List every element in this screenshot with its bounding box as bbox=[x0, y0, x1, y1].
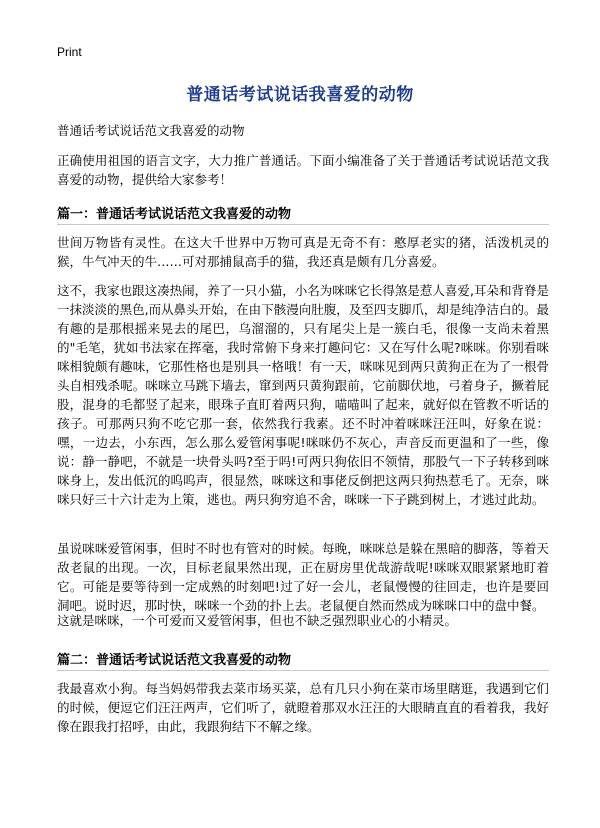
article-subtitle: 普通话考试说话范文我喜爱的动物 bbox=[57, 123, 245, 138]
print-link[interactable]: Print bbox=[57, 45, 82, 59]
page-title: 普通话考试说话我喜爱的动物 bbox=[186, 85, 414, 105]
section-heading-1: 篇一：普通话考试说话范文我喜爱的动物 bbox=[57, 207, 292, 222]
intro-paragraph: 正确使用祖国的语言文字，大力推广普通话。下面小编准备了关于普通话考试说话范文我喜爱的动物，提供给大家参考！ bbox=[57, 153, 549, 187]
section-heading-2: 篇二：普通话考试说话范文我喜爱的动物 bbox=[57, 653, 292, 668]
section-2-paragraph-1: 我最喜欢小狗。每当妈妈带我去菜市场买菜，总有几只小狗在菜市场里瞎逛，我遇到它们的时候，便逗它们汪汪两声，它们听了，就瞪着那双水汪汪的大眼睛直直的看着我，我好像在跟我打招呼，由此，我跟狗结下不解之缘。 bbox=[57, 681, 549, 734]
section-1-paragraph-3: 虽说咪咪爱管闲事，但时不时也有管对的时候。每晚，咪咪总是躲在黑暗的脚落，等着天敌老鼠的出现。一次，目标老鼠果然出现，正在厨房里优哉游哉呢!咪咪双眼紧紧地盯着它。可能是要等待到一定成熟的时刻吧!过了好一会儿，老鼠慢慢的往回走，也许是要回洞吧。说时迟，那时快，咪咪一个劲的扑上去。老鼠便自然而然成为咪咪口中的盘中餐。 bbox=[57, 541, 549, 613]
section-1-paragraph-1: 世间万物皆有灵性。在这大千世界中万物可真是无奇不有：憨厚老实的猪，活泼机灵的猴，牛气冲天的牛……可对那捕鼠高手的猫，我还真是颇有几分喜爱。 bbox=[57, 235, 549, 269]
section-1-paragraph-2: 这不，我家也跟这凑热闹，养了一只小猫，小名为咪咪它长得煞是惹人喜爱,耳朵和背脊是一抹淡淡的黑色,而从鼻头开始，在由下骸漫向肚腹，及至四支脚爪，却是纯净洁白的。最有趣的是那根摇来晃去的尾巴，乌溜溜的，只有尾尖上是一簇白毛，很像一支尚未着黑的"毛笔，犹如书法家在挥毫，我时常俯下身来打趣问它：又在写什么呢?咪咪。你别看咪咪相貌颇有趣味，它那性格也是别具一格哦！有一天，咪咪见到两只黄狗正在为了一根骨头自相残杀呢。咪咪立马跳下墙去，窜到两只黄狗跟前，它前脚伏地，弓着身子，撅着屁股，混身的毛都竖了起来，眼珠子直盯着两只狗，喵喵叫了起来，就好似在管教不听话的孩子。可那两只狗不吃它那一套，依然我行我素。还不时冲着咪咪汪汪叫，好象在说：嘿，一边去，小东西，怎么那么爱管闲事呢!咪咪仍不灰心，声音反而更温和了一些，像说：静一静吧，不就是一块骨头吗?至于吗!可两只狗依旧不领情，那股气一下子转移到咪咪身上，发出低沉的呜呜声，很显然，咪咪这和事佬反倒把这两只狗热惹毛了。无奈，咪咪只好三十六计走为上策，逃也。两只狗穷追不舍，咪咪一下子跳到树上，才逃过此劫。 bbox=[57, 283, 549, 507]
section-divider bbox=[57, 670, 549, 671]
section-divider bbox=[57, 224, 549, 225]
section-1-paragraph-4: 这就是咪咪，一个可爱而又爱管闲事，但也不缺乏强烈职业心的小精灵。 bbox=[57, 613, 458, 628]
